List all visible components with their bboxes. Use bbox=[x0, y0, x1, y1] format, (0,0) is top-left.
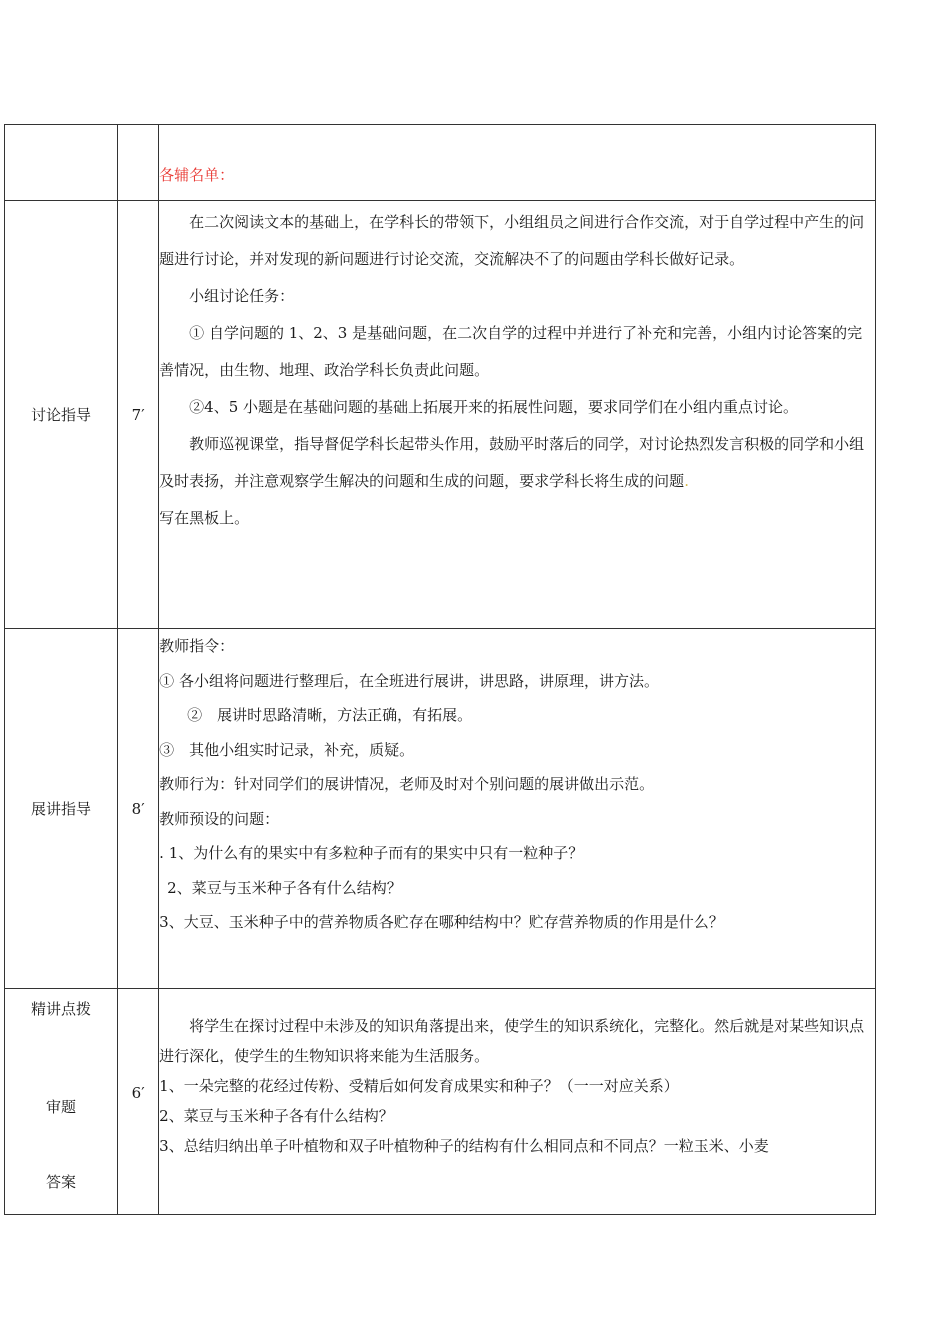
paragraph: 1、一朵完整的花经过传粉、受精后如何发育成果实和种子？（一一对应关系） bbox=[159, 1077, 679, 1095]
time-value: 8′ bbox=[131, 799, 145, 818]
paragraph: 3、总结归纳出单子叶植物和双子叶植物种子的结构有什么相同点和不同点？一粒玉米、小麦 bbox=[159, 1137, 769, 1155]
phase-cell bbox=[5, 989, 118, 1215]
paragraph: 2、菜豆与玉米种子各有什么结构？ bbox=[167, 878, 402, 897]
content-cell bbox=[159, 201, 876, 629]
paragraph: 教师行为：针对同学们的展讲情况，老师及时对个别问题的展讲做出示范。 bbox=[159, 775, 655, 793]
paragraph: ② 展讲时思路清晰，方法正确，有拓展。 bbox=[187, 706, 473, 724]
phase-cell bbox=[5, 629, 118, 989]
time-cell bbox=[118, 989, 159, 1215]
content-cell bbox=[159, 125, 876, 201]
paragraph: 3、大豆、玉米种子中的营养物质各贮存在哪种结构中？贮存营养物质的作用是什么？ bbox=[159, 913, 724, 931]
table-row bbox=[5, 989, 876, 1215]
table-row bbox=[5, 201, 876, 629]
assistant-list-label: 各辅名单： bbox=[159, 166, 235, 184]
paragraph: 写在黑板上。 bbox=[159, 509, 250, 527]
phase-subtitle: 答案 bbox=[46, 1173, 77, 1191]
time-cell bbox=[118, 125, 159, 201]
paragraph: 将学生在探讨过程中未涉及的知识角落提出来，使学生的知识系统化，完整化。然后就是对某些知识点进行深化，使学生的生物知识将来能为生活服务。 bbox=[159, 1017, 865, 1065]
time-value: 6′ bbox=[131, 1084, 145, 1102]
mark-dot: . bbox=[684, 472, 689, 490]
phase-title: 精讲点拨 bbox=[31, 1000, 92, 1018]
paragraph: ③ 其他小组实时记录，补充，质疑。 bbox=[159, 740, 415, 759]
phase-title: 展讲指导 bbox=[31, 800, 92, 818]
phase-cell bbox=[5, 201, 118, 629]
table-row bbox=[5, 629, 876, 989]
content-cell bbox=[159, 989, 876, 1215]
paragraph: 小组讨论任务： bbox=[189, 287, 295, 305]
time-value: 7′ bbox=[131, 405, 145, 424]
table-row bbox=[5, 125, 876, 201]
paragraph: 教师指令： bbox=[159, 637, 235, 655]
phase-cell bbox=[5, 125, 118, 201]
paragraph: ① 自学问题的 1、2、3 是基础问题，在二次自学的过程中并进行了补充和完善，小组内讨论答案的完善情况，由生物、地理、政治学科长负责此问题。 bbox=[159, 324, 863, 379]
paragraph: 教师预设的问题： bbox=[159, 809, 280, 828]
paragraph: . 1、为什么有的果实中有多粒种子而有的果实中只有一粒种子？ bbox=[159, 844, 584, 862]
content-cell bbox=[159, 629, 876, 989]
time-cell bbox=[118, 629, 159, 989]
paragraph bbox=[159, 426, 875, 500]
phase-title: 讨论指导 bbox=[31, 406, 92, 424]
paragraph: 在二次阅读文本的基础上，在学科长的带领下，小组组员之间进行合作交流，对于自学过程中产生的问题进行讨论，并对发现的新问题进行讨论交流，交流解决不了的问题由学科长做好记录。 bbox=[159, 213, 865, 268]
paragraph: ②4、5 小题是在基础问题的基础上拓展开来的拓展性问题，要求同学们在小组内重点讨论。 bbox=[189, 398, 799, 416]
lesson-plan-table bbox=[4, 124, 876, 1215]
paragraph-text: 教师巡视课堂，指导督促学科长起带头作用，鼓励平时落后的同学，对讨论热烈发言积极的同学和小组及时表扬，并注意观察学生解决的问题和生成的问题，要求学科长将生成的问题 bbox=[159, 435, 865, 490]
phase-subtitle: 审题 bbox=[46, 1098, 77, 1116]
paragraph: ① 各小组将问题进行整理后，在全班进行展讲，讲思路，讲原理，讲方法。 bbox=[159, 671, 659, 690]
paragraph: 2、菜豆与玉米种子各有什么结构？ bbox=[159, 1107, 394, 1125]
time-cell bbox=[118, 201, 159, 629]
